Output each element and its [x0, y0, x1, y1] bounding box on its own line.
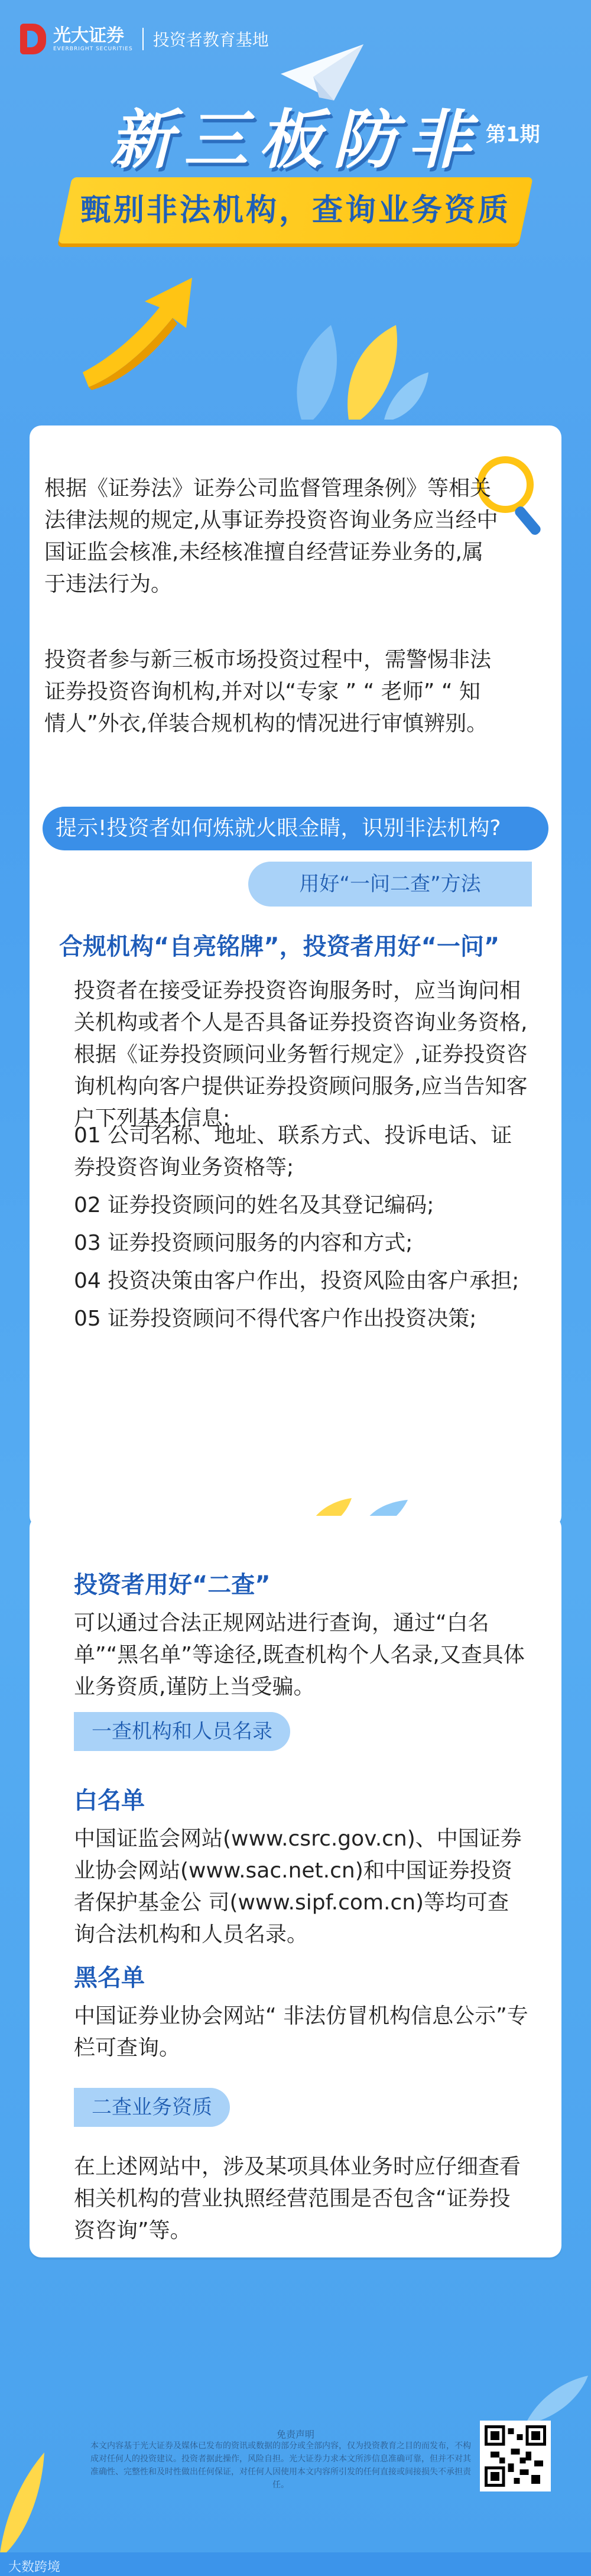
- brand-subtitle: 投资者教育基地: [152, 30, 269, 50]
- bottom-bar: [0, 2552, 591, 2576]
- qualification-paragraph: 在上述网站中，涉及某项具体业务时应仔细查看相关机构的营业执照经营范围是否包含“证券投资咨询”等。: [74, 2155, 521, 2243]
- intro-paragraph-2: 投资者参与新三板市场投资过程中，需警惕非法证券投资咨询机构,并对以“专家 ” “ 老师” “ 知情人”外衣,佯装合规机构的情况进行审慎辨别。: [44, 648, 492, 736]
- brand-en: EVERBRIGHT SECURITIES: [53, 46, 133, 52]
- method-pill: 用好“一问二查”方法: [248, 862, 532, 907]
- issue-number: 第1期: [486, 123, 540, 147]
- check-paragraph: 可以通过合法正规网站进行查询，通过“白名单”“黑名单”等途径,既查机构个人名录,又查具体业务资质,谨防上当受骗。: [74, 1611, 525, 1699]
- page-title: 新三板防非: [109, 103, 482, 177]
- intro-paragraph-1: 根据《证券法》证券公司监督管理条例》等相关法律法规的规定,从事证券投资咨询业务应当经中国证监会核准,未经核准擅自经营证券业务的,属于违法行为。: [44, 476, 498, 596]
- whitelist-title: 白名单: [74, 1787, 145, 1814]
- whitelist-text: 中国证监会网站(www.csrc.gov.cn)、中国证券业协会网站(www.sac.net.cn)和中国证券投资者保护基金公 司(www.sipf.com.cn)等均可查询合法机构和人员名录。: [74, 1827, 522, 1947]
- brand: [20, 24, 269, 54]
- curved-arrow-icon: [71, 272, 207, 390]
- list-item: 03 证券投资顾问服务的内容和方式;: [74, 1231, 413, 1255]
- list-item: 04 投资决策由客户作出，投资风险由客户承担;: [74, 1269, 519, 1293]
- blacklist-text: 中国证券业协会网站“ 非法仿冒机构信息公示”专栏可查询。: [74, 2004, 528, 2060]
- disclaimer-title: 免责声明: [276, 2429, 314, 2440]
- everbright-logo-icon: [20, 24, 46, 54]
- info-list: [74, 1120, 529, 1335]
- leaf-bottom-right-icon: [520, 2370, 591, 2423]
- list-item: 01 公司名称、地址、联系方式、投诉电话、证券投资咨询业务资格等;: [74, 1123, 512, 1180]
- subtitle-text: 甄别非法机构，查询业务资质: [80, 193, 511, 228]
- section-heading-check: 投资者用好“二查”: [74, 1571, 271, 1599]
- section-heading-ask: 合规机构“自亮铭牌”，投资者用好“一问”: [59, 933, 500, 960]
- blacklist-title: 黑名单: [74, 1964, 145, 1992]
- pill-check-qualification: 二查业务资质: [74, 2088, 230, 2127]
- qr-code-icon: [480, 2421, 551, 2491]
- list-item: 02 证券投资顾问的姓名及其登记编码;: [74, 1193, 434, 1217]
- tip-banner: 提示!投资者如何炼就火眼金睛，识别非法机构?: [43, 807, 548, 850]
- disclaimer-text: 本文内容基于光大证券及媒体已发布的资讯或数据的部分或全部内容，仅为投资教育之目的而发布，不构成对任何人的投资建议。投资者据此操作，风险自担。光大证券力求本文所涉信息准确可靠，但并不对其准确性、完整性和及时性做出任何保证，对任何人因使用本文内容所引发的任何直接或间接损失不承担责任。: [90, 2441, 471, 2490]
- pill-check-directory: 一查机构和人员名录: [74, 1712, 290, 1751]
- ask-paragraph: 投资者在接受证券投资咨询服务时，应当询问相关机构或者个人是否具备证券投资咨询业务资格,根据《证券投资顾问业务暂行规定》,证券投资咨询机构向客户提供证券投资顾问服务,应当告知客户下列基本信息:: [74, 979, 528, 1131]
- header: [0, 0, 591, 414]
- brand-divider: [142, 28, 144, 50]
- brand-name: 光大证券: [53, 25, 124, 46]
- list-item: 05 证券投资顾问不得代客户作出投资决策;: [74, 1307, 477, 1331]
- leaves-decoration-icon: [278, 313, 431, 420]
- watermark: 大数跨境: [8, 2560, 61, 2575]
- leaf-bottom-left-icon: [0, 2435, 47, 2553]
